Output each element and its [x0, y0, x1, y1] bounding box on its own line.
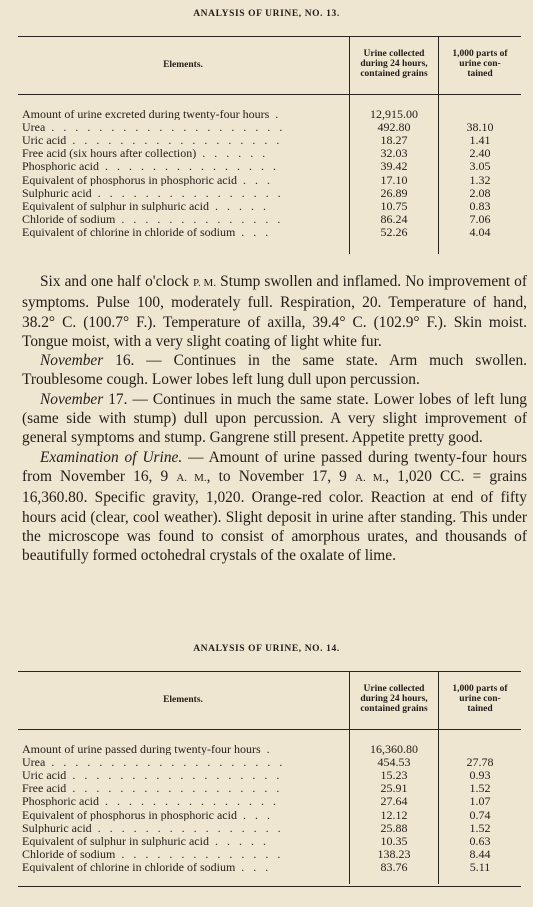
per-thousand-header: 1,000 parts of urine con- tained: [452, 49, 508, 79]
row-label: Uric acid . . . . . . . . . . . . . . . . . .: [22, 134, 283, 147]
grains-value: 27.64: [380, 794, 408, 809]
table-row: [18, 861, 521, 873]
per-thousand-value: 1.52: [469, 781, 491, 796]
row-label: Phosphoric acid . . . . . . . . . . . . . . .: [22, 795, 279, 808]
table-row: [18, 160, 521, 172]
paragraph: Examination of Urine. — Amount of urine passed during twenty-four hours from November 16, 9 A. M., to November 17, 9 A. M., 1,020 CC. = grains 16,360.80. Specific gravity, 1,020. Orange-red color. Reaction at end of fifty hours acid (clear, cool weather). Slight deposit in urine after standing. This under the microscope was found to consist of amorphous urates, and thousands of beautifully formed octohedral crystals of the oxalate of lime.: [22, 448, 527, 565]
per-thousand-value: 38.10: [466, 120, 494, 135]
paragraph: Six and one half o'clock P. M. Stump swollen and inflamed. No improvement of symptoms. Pulse 100, moderately full. Respiration, 20. Temperature of hand, 38.2° C. (100.7° F.). Temperature of axilla, 39.4° C. (102.9° F.). Skin moist. Tongue moist, with a very slight coating of light white fur.: [22, 273, 527, 350]
per-thousand-value: 1.07: [469, 794, 491, 809]
grains-value: 10.35: [380, 833, 408, 848]
table-row: [18, 835, 521, 847]
grains-value: 12,915.00: [370, 107, 418, 121]
table-row: [18, 809, 521, 821]
grains-value: 15.23: [380, 768, 408, 783]
table-row: [18, 848, 521, 860]
elements-header: Elements.: [163, 695, 203, 705]
analysis-table-13: [18, 36, 521, 258]
table-row: [18, 782, 521, 794]
per-thousand-value: 0.63: [469, 833, 491, 848]
per-thousand-value: 8.44: [469, 846, 491, 861]
per-thousand-value: 5.11: [469, 859, 491, 874]
table-top-rule: [18, 671, 521, 672]
table-row: [18, 743, 521, 755]
table-row: [18, 174, 521, 186]
per-thousand-value: 2.40: [469, 146, 491, 161]
per-thousand-value: 7.06: [469, 211, 491, 226]
table-row: [18, 200, 521, 212]
table-row: [18, 147, 521, 159]
table-caption-14: ANALYSIS OF URINE, NO. 14.: [193, 644, 340, 654]
row-label: Equivalent of chlorine in chloride of sodium . . .: [22, 225, 272, 238]
row-label: Chloride of sodium . . . . . . . . . . . . . .: [22, 212, 284, 225]
table-header-rule: [18, 94, 521, 95]
per-thousand-value: 0.93: [469, 768, 491, 783]
row-label: Amount of urine excreted during twenty-four hours .: [22, 108, 282, 120]
row-label: Equivalent of phosphorus in phosphoric acid . . .: [22, 173, 273, 186]
analysis-table-14: [18, 671, 521, 893]
grains-header: Urine collected during 24 hours, contained grains: [360, 684, 428, 714]
table-row: [18, 822, 521, 834]
row-label: Sulphuric acid . . . . . . . . . . . . . . . .: [22, 821, 284, 834]
per-thousand-value: 1.32: [469, 172, 491, 187]
grains-value: 32.03: [380, 146, 408, 161]
row-label: Phosphoric acid . . . . . . . . . . . . . . .: [22, 160, 279, 173]
grains-value: 25.91: [380, 781, 408, 796]
row-label: Sulphuric acid . . . . . . . . . . . . . . . .: [22, 186, 284, 199]
row-label: Equivalent of chlorine in chloride of sodium . . .: [22, 860, 272, 873]
grains-value: 10.75: [380, 198, 408, 213]
row-label: Equivalent of sulphur in sulphuric acid . . . . .: [22, 834, 269, 847]
per-thousand-value: 3.05: [469, 159, 491, 174]
paragraph: November 16. — Continues in the same state. Arm much swollen. Troublesome cough. Lower lobes left lung dull upon percussion.: [22, 352, 527, 389]
grains-value: 83.76: [380, 859, 408, 874]
per-thousand-value: 2.08: [469, 185, 491, 200]
table-top-rule: [18, 36, 521, 37]
per-thousand-value: 4.04: [469, 224, 491, 239]
row-label: Free acid . . . . . . . . . . . . . . . . . .: [22, 782, 283, 795]
table-row: [18, 108, 521, 120]
table-row: [18, 121, 521, 133]
grains-value: 18.27: [380, 133, 408, 148]
grains-value: 52.26: [380, 224, 408, 239]
grains-value: 492.80: [377, 120, 411, 135]
row-label: Urea . . . . . . . . . . . . . . . . . . . .: [22, 121, 286, 134]
grains-header: Urine collected during 24 hours, contained grains: [360, 49, 428, 79]
grains-value: 86.24: [380, 211, 408, 226]
per-thousand-header: 1,000 parts of urine con- tained: [452, 684, 508, 714]
table-header-rule: [18, 729, 521, 730]
row-label: Uric acid . . . . . . . . . . . . . . . . . .: [22, 769, 283, 782]
grains-value: 12.12: [380, 807, 408, 822]
table-row: [18, 795, 521, 807]
row-label: Amount of urine passed during twenty-four hours .: [22, 743, 273, 755]
row-label: Free acid (six hours after collection) . . . . . .: [22, 147, 269, 160]
table-row: [18, 134, 521, 146]
per-thousand-value: 0.74: [469, 807, 491, 822]
elements-header: Elements.: [163, 60, 203, 70]
per-thousand-value: 0.83: [469, 198, 491, 213]
grains-value: 454.53: [377, 755, 411, 770]
paragraph: November 17. — Continues in much the same state. Lower lobes of left lung (same side with stump) dull upon percussion. A very slight improvement of general symptoms and stump. Gangrene still present. Appetite pretty good.: [22, 390, 527, 447]
row-label: Urea . . . . . . . . . . . . . . . . . . . .: [22, 756, 286, 769]
grains-value: 25.88: [380, 820, 408, 835]
table-caption-13: ANALYSIS OF URINE, NO. 13.: [193, 9, 340, 19]
table-row: [18, 756, 521, 768]
table-row: [18, 213, 521, 225]
body-text: [22, 272, 527, 565]
per-thousand-value: 1.41: [469, 133, 491, 148]
row-label: Chloride of sodium . . . . . . . . . . . . . .: [22, 847, 284, 860]
table-row: [18, 226, 521, 238]
per-thousand-value: 1.52: [469, 820, 491, 835]
row-label: Equivalent of phosphorus in phosphoric acid . . .: [22, 808, 273, 821]
grains-value: 17.10: [380, 172, 408, 187]
row-label: Equivalent of sulphur in sulphuric acid . . . . .: [22, 199, 269, 212]
grains-value: 39.42: [380, 159, 408, 174]
per-thousand-value: 27.78: [466, 755, 494, 770]
grains-value: 16,360.80: [370, 742, 418, 756]
table-row: [18, 187, 521, 199]
table-row: [18, 769, 521, 781]
table-bottom-rule: [18, 886, 521, 887]
grains-value: 26.89: [380, 185, 408, 200]
grains-value: 138.23: [377, 846, 411, 861]
